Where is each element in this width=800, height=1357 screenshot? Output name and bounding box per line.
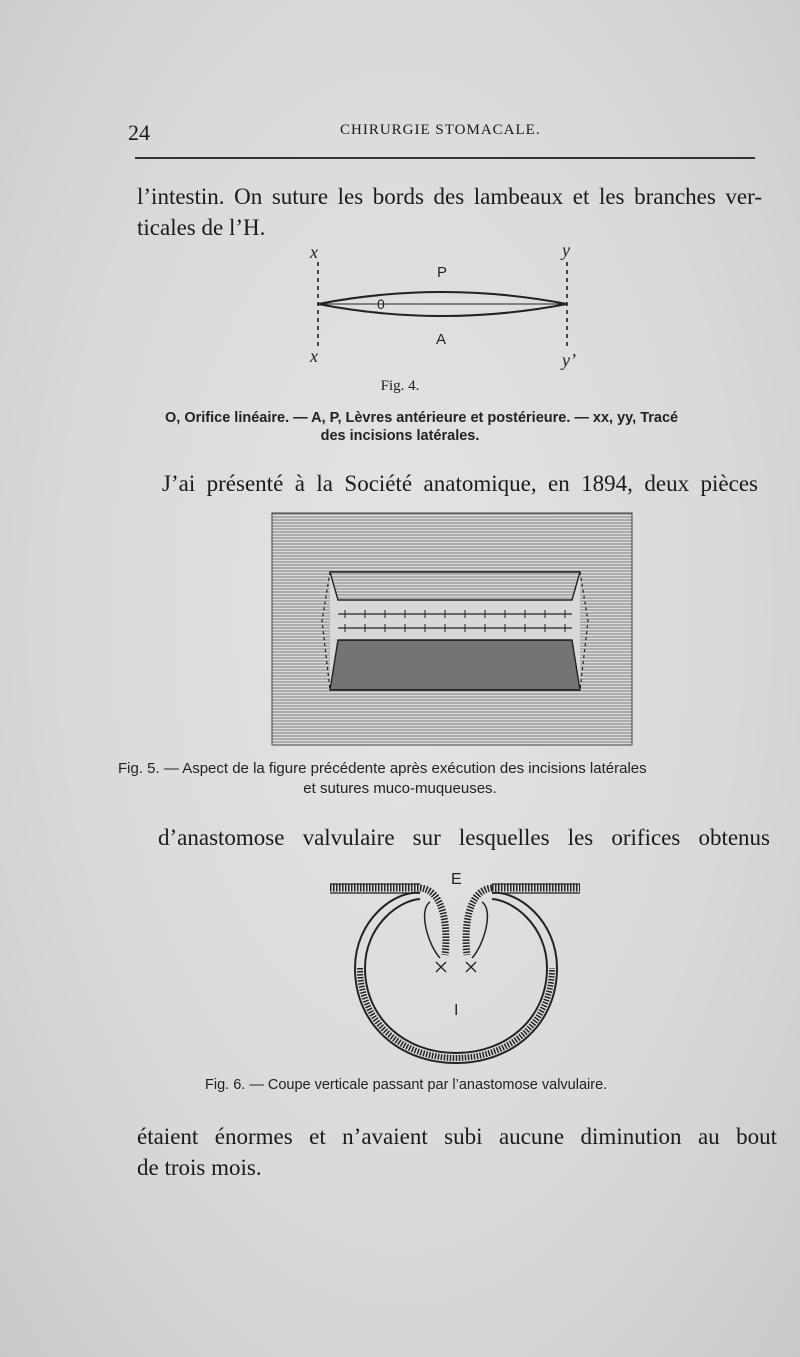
fig4-label-y-bottom: y’	[562, 350, 576, 370]
fig6-caption: Fig. 6. — Coupe verticale passant par l’anastomose valvulaire.	[205, 1077, 608, 1093]
figure-5-diagram	[272, 513, 632, 745]
paragraph-3: d’anastomose valvulaire sur lesquelles les orifices obtenus	[158, 825, 770, 850]
paragraph-4-line-1: étaient énormes et n’avaient subi aucune diminution au bout	[137, 1124, 777, 1149]
paragraph-1-line-1: l’intestin. On suture les bords des lambeaux et les branches ver-	[137, 184, 762, 209]
fig4-caption-line-1: O, Orifice linéaire. — A, P, Lèvres antérieure et postérieure. — xx, yy, Tracé	[165, 410, 679, 426]
figure-6-diagram	[330, 884, 580, 1063]
paragraph-4-line-2: de trois mois.	[137, 1155, 262, 1180]
fig4-caption-line-2: des incisions latérales.	[320, 428, 480, 444]
fig6-label-i: I	[454, 1002, 459, 1019]
paragraph-2: J’ai présenté à la Société anatomique, en 1894, deux pièces	[162, 471, 758, 496]
fig4-title: Fig. 4.	[380, 378, 420, 394]
fig4-label-x-top: x	[310, 242, 318, 262]
fig4-label-a: A	[436, 331, 447, 348]
fig4-label-y-top: y	[562, 240, 570, 260]
paragraph-1-line-2: ticales de l’H.	[137, 215, 266, 240]
fig5-caption-line-2: et sutures muco-muqueuses.	[303, 780, 497, 797]
fig4-label-o: 0	[377, 296, 385, 312]
page-number: 24	[128, 120, 150, 145]
fig4-label-x-bottom: x	[310, 346, 318, 366]
running-title: CHIRURGIE STOMACALE.	[340, 122, 541, 138]
fig5-caption-line-1: Fig. 5. — Aspect de la figure précédente après exécution des incisions latérales	[118, 760, 647, 777]
fig6-label-e: E	[451, 871, 462, 888]
fig4-label-p: P	[437, 264, 448, 281]
